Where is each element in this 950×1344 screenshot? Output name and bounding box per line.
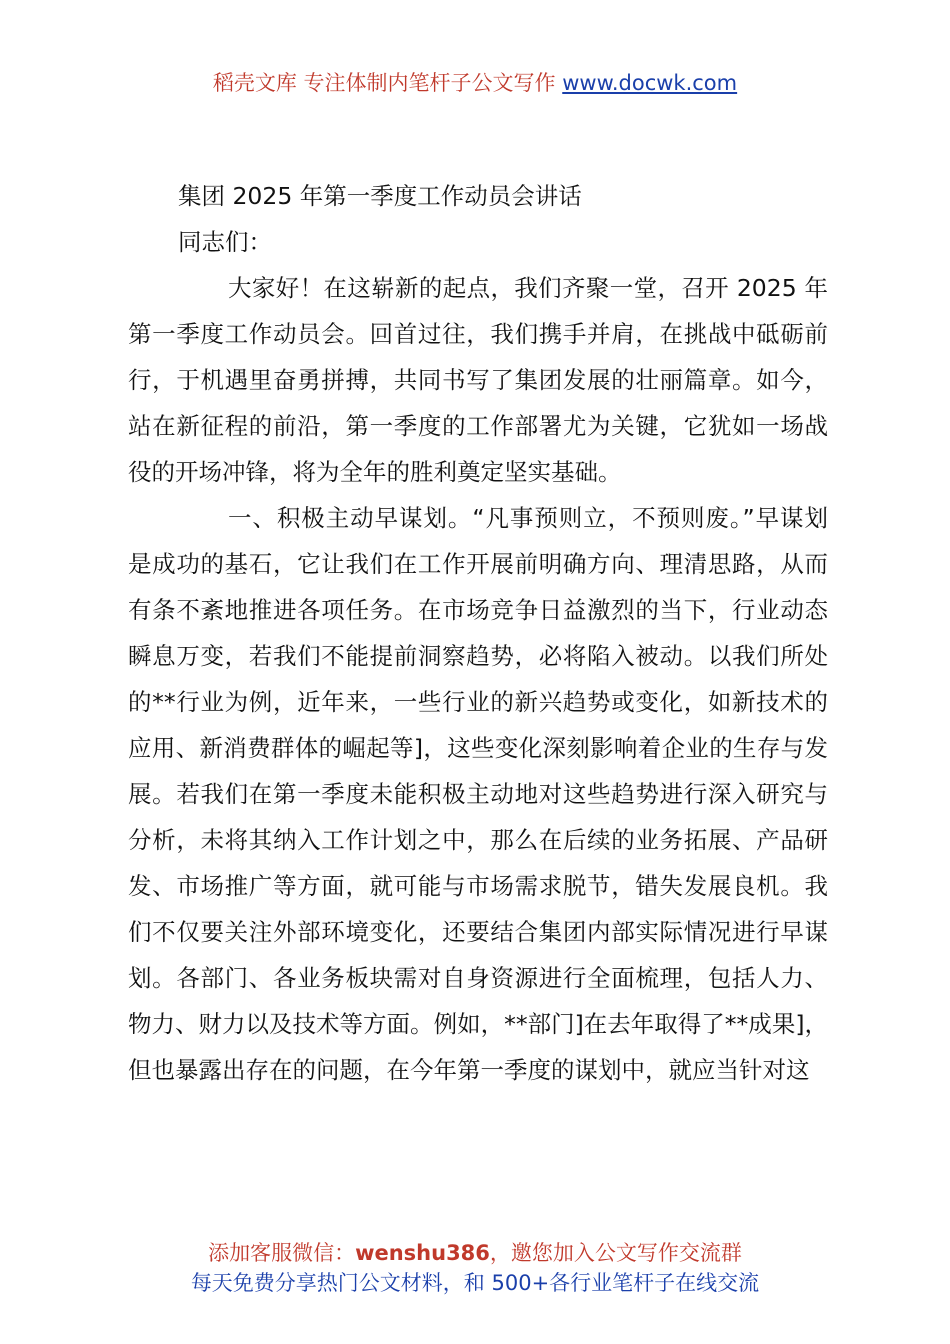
- document-title: 集团 2025 年第一季度工作动员会讲话: [178, 182, 582, 210]
- salutation: 同志们：: [178, 228, 272, 256]
- document-body: [128, 173, 828, 1093]
- footer-share-line: 每天免费分享热门公文材料，和 500+各行业笔杆子在线交流: [190, 1271, 760, 1295]
- footer-prefix: 添加客服微信：: [208, 1241, 356, 1265]
- paragraph-section-one: 一、积极主动早谋划。“凡事预则立，不预则废。”早谋划是成功的基石，它让我们在工作开展前明确方向、理清思路，从而有条不紊地推进各项任务。在市场竞争日益激烈的当下，行业动态瞬息万变，若我们不能提前洞察趋势，必将陷入被动。以我们所处的**行业为例，近年来，一些行业的新兴趋势或变化，如新技术的应用、新消费群体的崛起等]，这些变化深刻影响着企业的生存与发展。若我们在第一季度未能积极主动地对这些趋势进行深入研究与分析，未将其纳入工作计划之中，那么在后续的业务拓展、产品研发、市场推广等方面，就可能与市场需求脱节，错失发展良机。我们不仅要关注外部环境变化，还要结合集团内部实际情况进行早谋划。各部门、各业务板块需对自身资源进行全面梳理，包括人力、物力、财力以及技术等方面。例如，**部门]在去年取得了**成果]，但也暴露出存在的问题，在今年第一季度的谋划中，就应当针对这: [128, 504, 828, 1084]
- paragraph-opening: 大家好！在这崭新的起点，我们齐聚一堂，召开 2025 年第一季度工作动员会。回首过往，我们携手并肩，在挑战中砥砺前行，于机遇里奋勇拼搏，共同书写了集团发展的壮丽篇章。如今，站在新征程的前沿，第一季度的工作部署尤为关键，它犹如一场战役的开场冲锋，将为全年的胜利奠定坚实基础。: [128, 274, 828, 486]
- brand-text: 稻壳文库 专注体制内笔杆子公文写作: [212, 71, 556, 95]
- site-link[interactable]: www.docwk.com: [562, 71, 738, 95]
- footer-contact-line: [0, 1238, 950, 1268]
- site-header: [0, 68, 950, 98]
- footer-suffix: ，邀您加入公文写作交流群: [489, 1241, 742, 1265]
- promo-footer: [0, 1238, 950, 1298]
- wechat-id: wenshu386: [355, 1241, 490, 1265]
